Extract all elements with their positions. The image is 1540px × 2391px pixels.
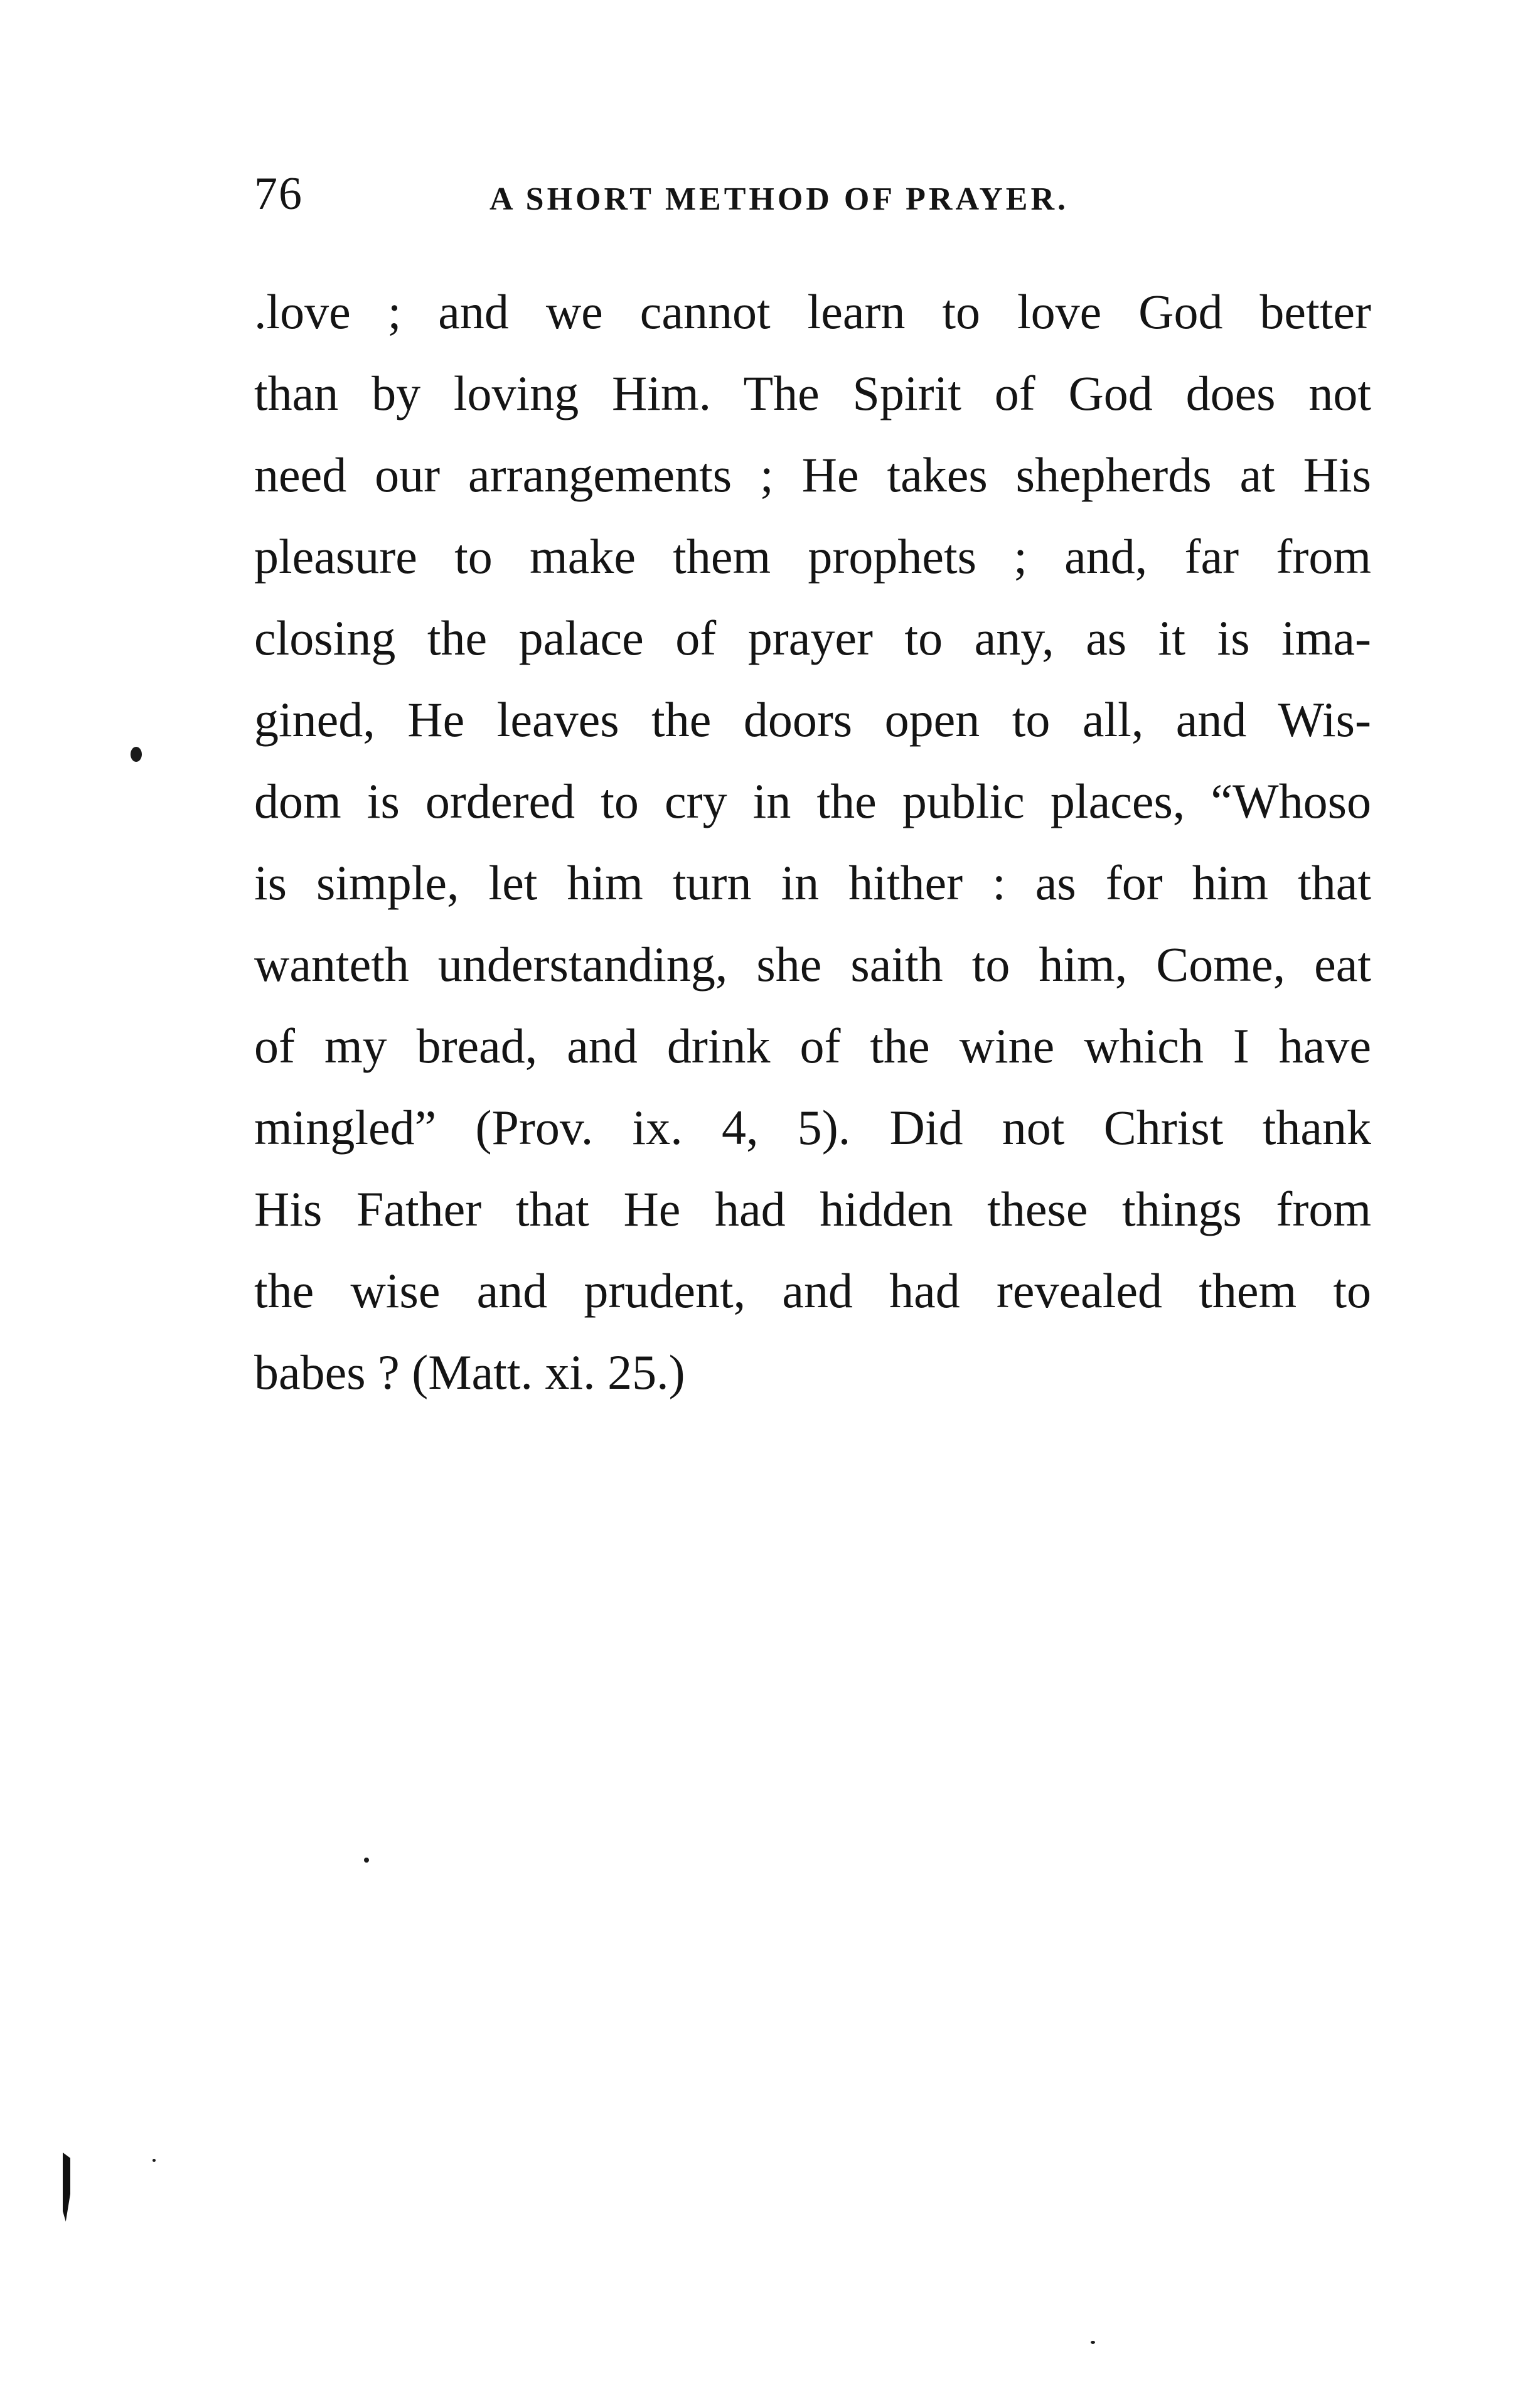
text-line: of my bread, and drink of the wine which I have [254, 1019, 1371, 1073]
text-line: is simple, let him turn in hither : as for him that [254, 855, 1371, 910]
text-line: than by loving Him. The Spirit of God does not [254, 366, 1371, 420]
text-line: His Father that He had hidden these things from [254, 1182, 1371, 1236]
body-text [254, 281, 1371, 1423]
page-number: 76 [254, 168, 303, 220]
text-line: need our arrangements ; He takes shepherds at His [254, 447, 1371, 502]
ink-speck [364, 1858, 369, 1863]
page-header [254, 168, 1377, 240]
text-line: the wise and prudent, and had revealed them to [254, 1263, 1371, 1318]
text-line: babes ? (Matt. xi. 25.) [254, 1345, 685, 1399]
ink-speck [131, 747, 142, 762]
text-line: mingled” (Prov. ix. 4, 5). Did not Christ thank [254, 1100, 1371, 1155]
text-line: pleasure to make them prophets ; and, far from [254, 529, 1371, 584]
text-line: closing the palace of prayer to any, as it is ima- [254, 611, 1371, 665]
ink-speck [1091, 2341, 1095, 2344]
running-title: A SHORT METHOD OF PRAYER. [489, 181, 1069, 217]
binding-edge-mark [63, 2153, 70, 2222]
text-line: dom is ordered to cry in the public places, “Whoso [254, 774, 1371, 828]
text-line: wanteth understanding, she saith to him, Come, eat [254, 937, 1371, 992]
text-line: .love ; and we cannot learn to love God better [254, 284, 1371, 339]
ink-speck [152, 2159, 156, 2162]
text-line: gined, He leaves the doors open to all, and Wis- [254, 692, 1371, 747]
